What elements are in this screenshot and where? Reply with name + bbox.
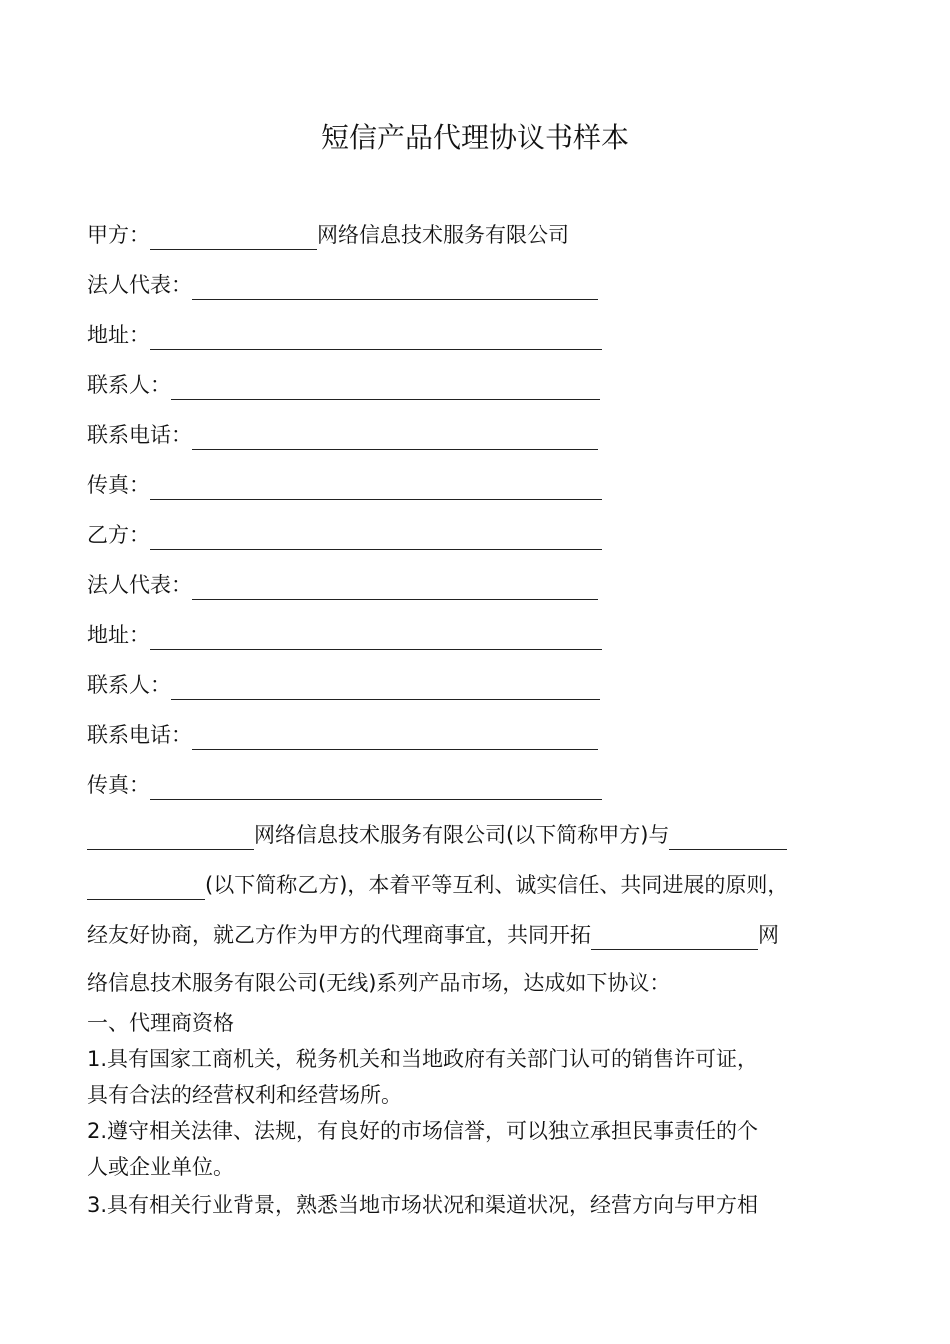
party-b-address-field bbox=[87, 620, 602, 650]
section-1-item-3-line-1: 3.具有相关行业背景，熟悉当地市场状况和渠道状况，经营方向与甲方相 bbox=[87, 1193, 759, 1217]
preamble-line-2-text: (以下简称乙方)，本着平等互利、诚实信任、共同进展的原则， bbox=[205, 873, 789, 897]
party-b-contact-label: 联系人： bbox=[87, 673, 171, 697]
party-a-fax-field bbox=[87, 470, 602, 500]
party-b-address-label: 地址： bbox=[87, 623, 150, 647]
party-b-phone-blank[interactable] bbox=[192, 727, 598, 750]
party-b-fax-field bbox=[87, 770, 602, 800]
party-b-phone-field bbox=[87, 720, 598, 750]
party-a-legal-rep-label: 法人代表： bbox=[87, 273, 192, 297]
party-a-label: 甲方： bbox=[87, 223, 150, 247]
party-b-label: 乙方： bbox=[87, 523, 150, 547]
party-a-fax-label: 传真： bbox=[87, 473, 150, 497]
party-b-legal-rep-label: 法人代表： bbox=[87, 573, 192, 597]
party-a-contact-label: 联系人： bbox=[87, 373, 171, 397]
party-a-company-suffix: 网络信息技术服务有限公司 bbox=[317, 223, 569, 247]
party-a-address-label: 地址： bbox=[87, 323, 150, 347]
preamble-party-a-blank[interactable] bbox=[87, 827, 254, 850]
preamble-line-3-text: 经友好协商，就乙方作为甲方的代理商事宜，共同开拓 bbox=[87, 923, 591, 947]
party-a-phone-field bbox=[87, 420, 598, 450]
preamble-line-2 bbox=[87, 870, 788, 900]
party-a-legal-rep-blank[interactable] bbox=[192, 277, 598, 300]
party-b-contact-blank[interactable] bbox=[171, 677, 600, 700]
party-a-blank[interactable] bbox=[150, 227, 317, 250]
party-a-field bbox=[87, 220, 569, 250]
party-b-contact-field bbox=[87, 670, 600, 700]
preamble-line-3 bbox=[87, 920, 779, 950]
party-b-fax-label: 传真： bbox=[87, 773, 150, 797]
section-1-heading: 一、代理商资格 bbox=[87, 1011, 234, 1035]
section-1-item-2-line-2: 人或企业单位。 bbox=[87, 1155, 234, 1179]
party-b-address-blank[interactable] bbox=[150, 627, 602, 650]
party-a-fax-blank[interactable] bbox=[150, 477, 602, 500]
party-b-fax-blank[interactable] bbox=[150, 777, 602, 800]
preamble-line-3-end: 网 bbox=[758, 923, 779, 947]
party-b-phone-label: 联系电话： bbox=[87, 723, 192, 747]
preamble-party-b-blank-1[interactable] bbox=[669, 827, 787, 850]
party-a-phone-blank[interactable] bbox=[192, 427, 598, 450]
party-a-address-field bbox=[87, 320, 602, 350]
document-title: 短信产品代理协议书样本 bbox=[320, 121, 629, 154]
preamble-line-1-text: 网络信息技术服务有限公司(以下简称甲方)与 bbox=[254, 823, 670, 847]
party-a-contact-blank[interactable] bbox=[171, 377, 600, 400]
party-a-contact-field bbox=[87, 370, 600, 400]
section-1-item-1-line-1: 1.具有国家工商机关，税务机关和当地政府有关部门认可的销售许可证， bbox=[87, 1047, 759, 1071]
section-1-item-1-line-2: 具有合法的经营权利和经营场所。 bbox=[87, 1083, 402, 1107]
party-b-legal-rep-field bbox=[87, 570, 598, 600]
preamble-party-b-blank-2[interactable] bbox=[87, 877, 205, 900]
section-1-item-2-line-1: 2.遵守相关法律、法规，有良好的市场信誉，可以独立承担民事责任的个 bbox=[87, 1119, 759, 1143]
party-a-phone-label: 联系电话： bbox=[87, 423, 192, 447]
party-a-address-blank[interactable] bbox=[150, 327, 602, 350]
preamble-company-blank[interactable] bbox=[591, 927, 758, 950]
party-b-legal-rep-blank[interactable] bbox=[192, 577, 598, 600]
party-b-field bbox=[87, 520, 602, 550]
preamble-line-4: 络信息技术服务有限公司(无线)系列产品市场，达成如下协议： bbox=[87, 971, 671, 995]
preamble-line-1 bbox=[87, 820, 787, 850]
party-b-blank[interactable] bbox=[150, 527, 602, 550]
party-a-legal-rep-field bbox=[87, 270, 598, 300]
